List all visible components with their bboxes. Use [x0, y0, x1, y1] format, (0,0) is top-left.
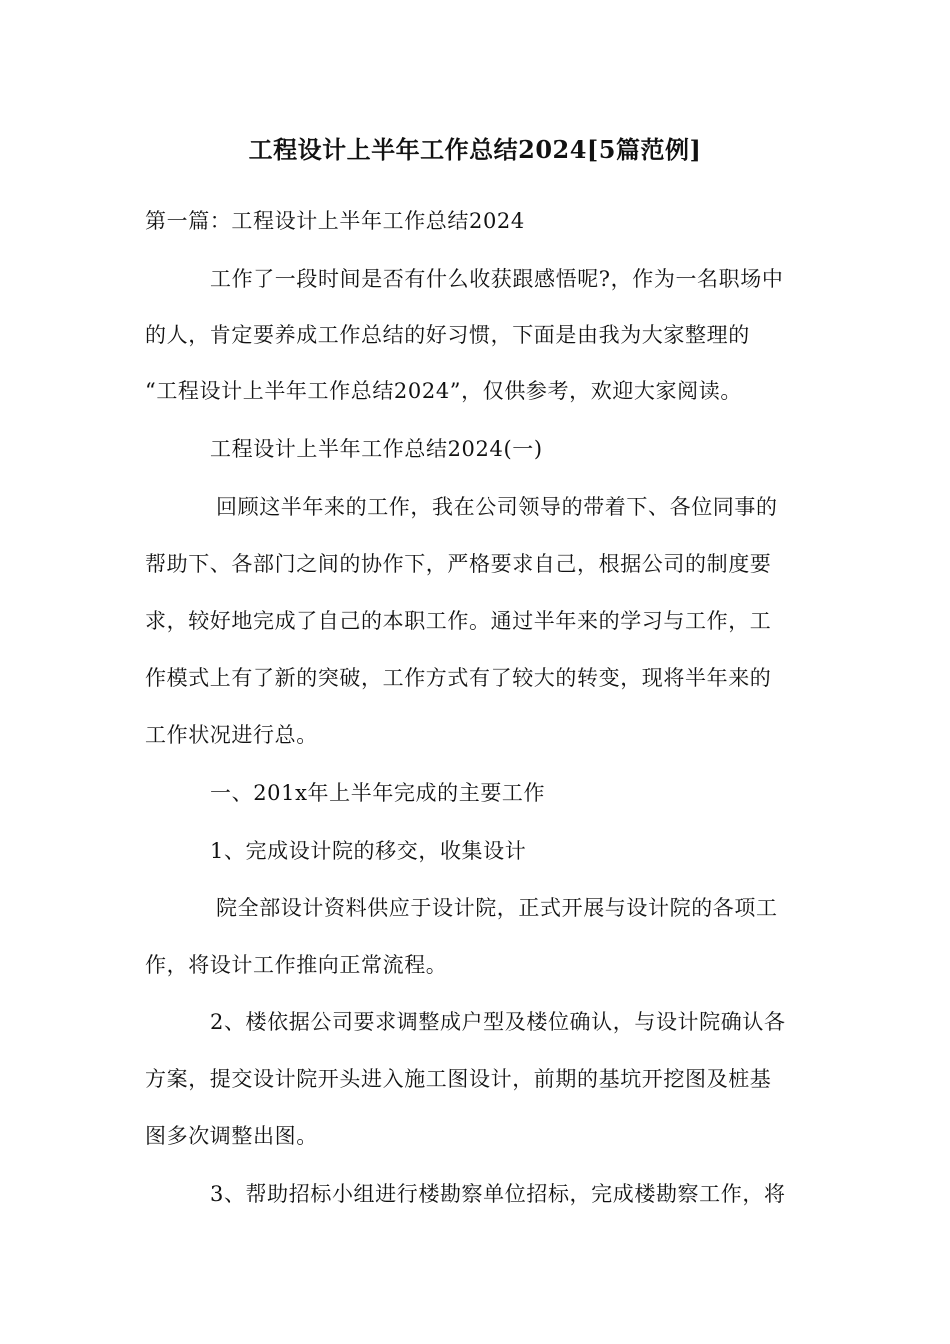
- list-item: 1、完成设计院的移交，收集设计: [210, 839, 527, 863]
- paragraph-line: 院全部设计资料供应于设计院，正式开展与设计院的各项工: [216, 896, 778, 920]
- paragraph-line: “工程设计上半年工作总结2024”，仅供参考，欢迎大家阅读。: [145, 379, 742, 403]
- list-item: 2、楼依据公司要求调整成户型及楼位确认，与设计院确认各: [210, 1010, 786, 1034]
- document-title: 工程设计上半年工作总结2024[5篇范例]: [248, 135, 702, 164]
- paragraph-line: 求，较好地完成了自己的本职工作。通过半年来的学习与工作，工: [145, 609, 772, 633]
- paragraph-line: 帮助下、各部门之间的协作下，严格要求自己，根据公司的制度要: [145, 552, 772, 576]
- list-item: 3、帮助招标小组进行楼勘察单位招标，完成楼勘察工作，将: [210, 1182, 786, 1206]
- paragraph-line: 方案，提交设计院开头进入施工图设计，前期的基坑开挖图及桩基: [145, 1067, 772, 1091]
- paragraph-line: 回顾这半年来的工作，我在公司领导的带着下、各位同事的: [216, 495, 778, 519]
- section-heading: 第一篇：工程设计上半年工作总结2024: [145, 209, 525, 233]
- paragraph-line: 工作状况进行总。: [145, 723, 318, 747]
- list-heading: 一、201x年上半年完成的主要工作: [210, 781, 546, 805]
- paragraph-line: 工作了一段时间是否有什么收获跟感悟呢?，作为一名职场中: [210, 267, 784, 291]
- paragraph-line: 作，将设计工作推向正常流程。: [145, 953, 448, 977]
- paragraph-line: 图多次调整出图。: [145, 1124, 318, 1148]
- paragraph-line: 的人，肯定要养成工作总结的好习惯，下面是由我为大家整理的: [145, 323, 750, 347]
- subheading: 工程设计上半年工作总结2024(一): [210, 437, 543, 461]
- paragraph-line: 作模式上有了新的突破，工作方式有了较大的转变，现将半年来的: [145, 666, 772, 690]
